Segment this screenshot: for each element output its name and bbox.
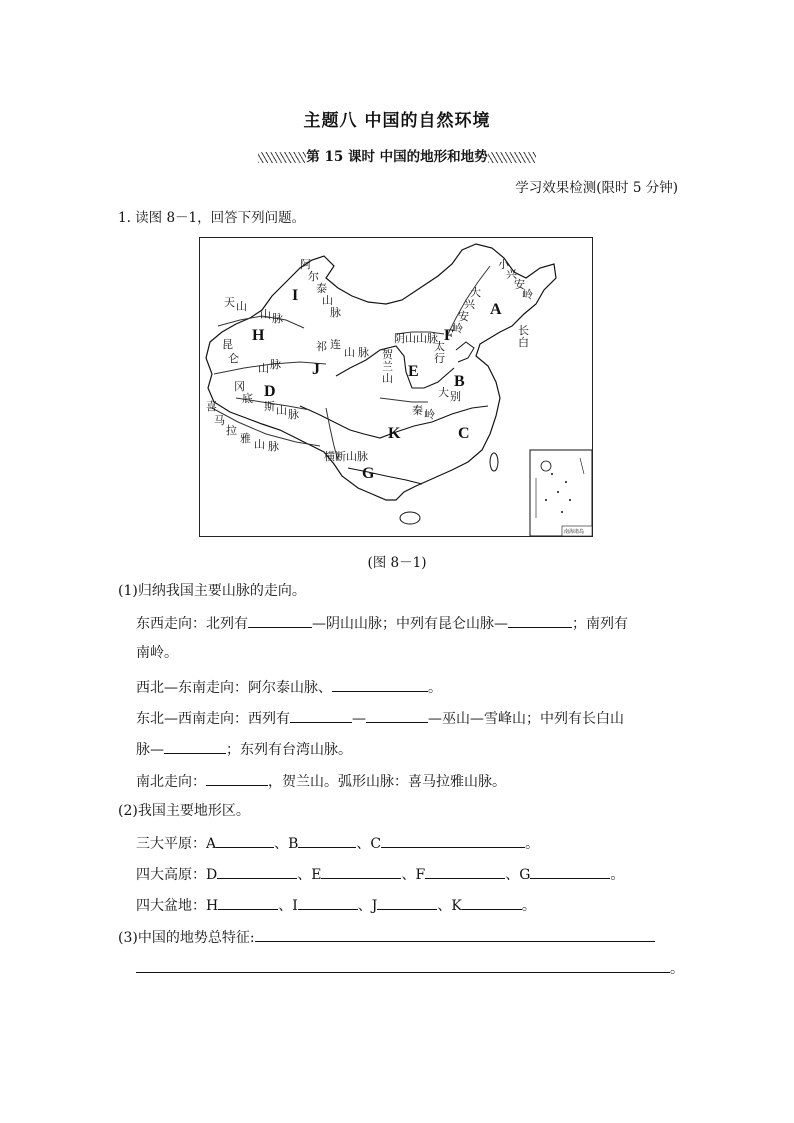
- svg-text:脉: 脉: [358, 346, 369, 359]
- region-label-f: F: [444, 327, 454, 344]
- inset-label: 南海诸岛: [564, 529, 585, 535]
- figure-caption: (图 8－1): [367, 555, 427, 571]
- lesson-subtitle-text: 第 15 课时 中国的地形和地势: [306, 149, 488, 165]
- qilian-label: [316, 338, 369, 359]
- svg-text:贺: 贺: [382, 348, 393, 361]
- svg-text:雅: 雅: [240, 432, 251, 445]
- china-terrain-map: [199, 237, 593, 537]
- changbai-label: [518, 324, 529, 349]
- svg-text:祁: 祁: [316, 340, 327, 353]
- svg-text:冈: 冈: [234, 380, 245, 393]
- svg-text:岭: 岭: [452, 322, 463, 335]
- basin-k-blank[interactable]: [462, 894, 522, 910]
- nesw-line: 东北—西南走向：西列有 — —巫山—雪峰山；中列有长白山: [136, 707, 624, 729]
- region-label-k: K: [388, 425, 401, 442]
- region-label-e: E: [408, 363, 419, 380]
- svg-text:脉: 脉: [288, 408, 299, 421]
- ew-north-blank[interactable]: [248, 612, 312, 628]
- svg-text:阿: 阿: [300, 258, 311, 271]
- page-title: 主题八 中国的自然环境: [303, 111, 491, 131]
- altai-label: [300, 258, 341, 319]
- question-1-prompt: 1. 读图 8－1，回答下列问题。: [118, 210, 306, 226]
- plains-line: 三大平原：A 、B 、C 。: [136, 832, 539, 854]
- svg-text:安: 安: [458, 310, 469, 323]
- basin-h-blank[interactable]: [218, 894, 278, 910]
- svg-text:安: 安: [514, 278, 525, 291]
- svg-text:山: 山: [254, 438, 265, 451]
- region-label-i: I: [292, 287, 299, 304]
- svg-text:岭: 岭: [424, 408, 435, 421]
- svg-text:岭: 岭: [522, 288, 533, 301]
- tianshan-label: [224, 296, 283, 325]
- qinling-label: [412, 404, 435, 421]
- region-label-c: C: [458, 425, 470, 442]
- ew-line-cont: 南岭。: [136, 645, 178, 661]
- section-2-heading: (2)我国主要地形区。: [118, 803, 250, 819]
- svg-text:底: 底: [242, 392, 253, 405]
- svg-text:大: 大: [438, 386, 449, 399]
- bohai-coast: [456, 342, 474, 362]
- svg-text:昆: 昆: [222, 338, 233, 351]
- ns-line: 南北走向： ，贺兰山。弧形山脉：喜马拉雅山脉。: [136, 770, 506, 792]
- terrain-feature-blank-1[interactable]: [255, 926, 655, 942]
- svg-text:天: 天: [224, 296, 235, 309]
- map-svg: [200, 238, 592, 536]
- svg-text:山: 山: [276, 404, 287, 417]
- nwse-line: 西北—东南走向：阿尔泰山脉、 。: [136, 676, 442, 698]
- hainan-island: [400, 512, 420, 524]
- svg-text:拉: 拉: [226, 424, 237, 437]
- plain-c-blank[interactable]: [381, 832, 525, 848]
- lesson-subtitle: [0, 145, 794, 165]
- svg-text:山: 山: [236, 300, 247, 313]
- plateaus-line: 四大高原：D 、E 、F 、G 。: [136, 863, 624, 885]
- plain-b-blank[interactable]: [298, 832, 356, 848]
- hatch-decoration-right: [488, 152, 536, 163]
- region-label-g: G: [362, 465, 375, 482]
- region-label-b: B: [454, 373, 465, 390]
- svg-text:泰: 泰: [316, 282, 327, 295]
- svg-text:长: 长: [518, 324, 529, 337]
- hengduan-label: 横断山脉: [324, 450, 368, 463]
- svg-text:脉: 脉: [330, 306, 341, 319]
- nesw-west-blank-2[interactable]: [366, 707, 428, 723]
- region-label-h: H: [252, 327, 265, 344]
- region-label-d: D: [264, 383, 276, 400]
- basin-i-blank[interactable]: [298, 894, 358, 910]
- svg-text:山: 山: [322, 294, 333, 307]
- xiaoxinganling-label: [498, 257, 533, 301]
- svg-text:脉: 脉: [268, 440, 279, 453]
- svg-text:脉: 脉: [272, 312, 283, 325]
- yinshan-label: 阴山山脉: [394, 332, 438, 345]
- svg-text:脉: 脉: [270, 358, 281, 371]
- section-3-line-cont: 。: [136, 957, 684, 979]
- pearl-river: [348, 468, 422, 484]
- region-label-a: A: [490, 301, 502, 318]
- plateau-f-blank[interactable]: [425, 863, 505, 879]
- svg-text:连: 连: [330, 338, 341, 351]
- svg-text:小: 小: [498, 258, 509, 271]
- plateau-d-blank[interactable]: [217, 863, 297, 879]
- nesw-line-cont: 脉— ；东列有台湾山脉。: [136, 738, 352, 760]
- quiz-timing: 学习效果检测(限时 5 分钟): [515, 180, 678, 196]
- svg-text:山: 山: [258, 362, 269, 375]
- nesw-west-blank-1[interactable]: [290, 707, 352, 723]
- svg-text:山: 山: [382, 372, 393, 385]
- region-label-j: J: [312, 361, 320, 378]
- svg-text:仑: 仑: [228, 352, 239, 365]
- daxinganling-label: [452, 285, 481, 335]
- taiwan-island: [490, 453, 498, 471]
- svg-text:太: 太: [434, 340, 445, 353]
- nwse-blank[interactable]: [332, 676, 428, 692]
- basins-line: 四大盆地：H 、I 、J 、K 。: [136, 894, 536, 916]
- south-china-sea-inset: [530, 450, 592, 536]
- svg-text:大: 大: [470, 286, 481, 299]
- svg-text:白: 白: [518, 336, 529, 349]
- plateau-e-blank[interactable]: [321, 863, 401, 879]
- nesw-middle-blank[interactable]: [164, 738, 226, 754]
- ns-blank[interactable]: [206, 770, 268, 786]
- svg-text:喜: 喜: [206, 400, 217, 413]
- section-3-line: (3)中国的地势总特征:: [118, 926, 655, 948]
- terrain-feature-blank-2[interactable]: [136, 957, 670, 973]
- section-1-heading: (1)归纳我国主要山脉的走向。: [118, 583, 306, 599]
- svg-text:别: 别: [450, 390, 461, 403]
- basin-j-blank[interactable]: [377, 894, 437, 910]
- svg-text:尔: 尔: [308, 270, 319, 283]
- svg-text:马: 马: [214, 414, 225, 427]
- plain-a-blank[interactable]: [216, 832, 274, 848]
- svg-text:斯: 斯: [264, 400, 275, 413]
- helan-label: [382, 347, 394, 385]
- plateau-g-blank[interactable]: [530, 863, 610, 879]
- svg-text:山: 山: [260, 308, 271, 321]
- hatch-decoration-left: [258, 152, 306, 163]
- taihang-label: [434, 339, 445, 365]
- ew-middle-blank[interactable]: [508, 612, 572, 628]
- svg-text:兴: 兴: [506, 268, 517, 281]
- svg-text:行: 行: [434, 352, 445, 365]
- svg-text:山: 山: [344, 346, 355, 359]
- svg-text:兰: 兰: [382, 360, 393, 373]
- ew-line: 东西走向：北列有 —阴山山脉；中列有昆仑山脉— ；南列有: [136, 612, 628, 634]
- qinling-range: [380, 398, 428, 402]
- svg-text:秦: 秦: [412, 404, 423, 417]
- svg-text:兴: 兴: [464, 298, 475, 311]
